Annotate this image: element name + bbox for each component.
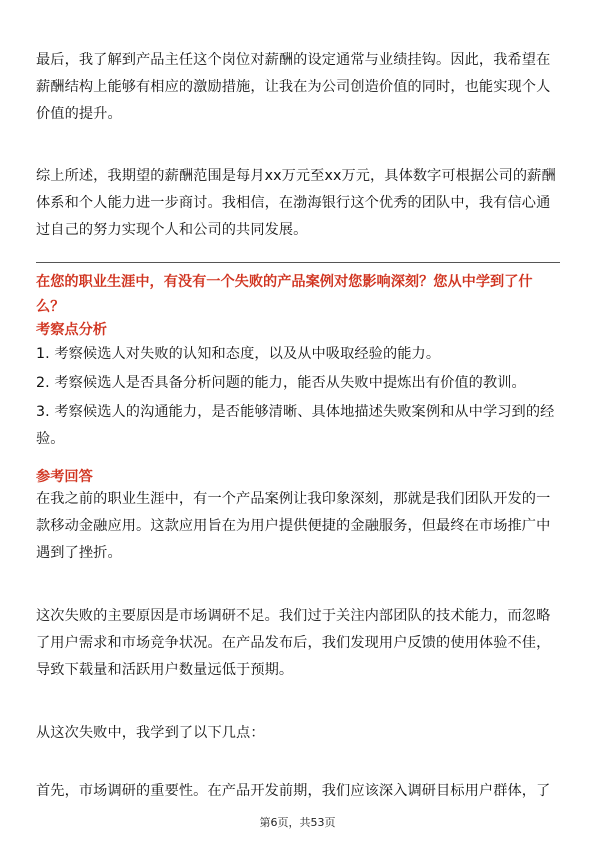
analysis-item: 3. 考察候选人的沟通能力，是否能够清晰、具体地描述失败案例和从中学习到的经验。 bbox=[36, 404, 555, 447]
analysis-heading: 考察点分析 bbox=[36, 322, 107, 338]
analysis-item: 1. 考察候选人对失败的认知和态度，以及从中吸取经验的能力。 bbox=[36, 346, 441, 362]
answer-paragraph: 从这次失败中，我学到了以下几点： bbox=[36, 725, 265, 741]
paragraph-salary-summary: 综上所述，我期望的薪酬范围是每月xx万元至xx万元，具体数字可根据公司的薪酬体系和个人能力进一步商讨。我相信，在渤海银行这个优秀的团队中，我有信心通过自己的努力实现个人和公司的共同发展。 bbox=[36, 168, 556, 238]
answer-paragraph: 首先，市场调研的重要性。在产品开发前期，我们应该深入调研目标用户群体，了 bbox=[36, 783, 551, 799]
analysis-item: 2. 考察候选人是否具备分析问题的能力，能否从失败中提炼出有价值的教训。 bbox=[36, 375, 526, 391]
interview-question: 在您的职业生涯中，有没有一个失败的产品案例对您影响深刻？您从中学到了什么？ bbox=[36, 274, 533, 315]
section-divider bbox=[36, 262, 560, 263]
page-number-footer: 第6页，共53页 bbox=[259, 816, 336, 829]
answer-paragraph: 在我之前的职业生涯中，有一个产品案例让我印象深刻，那就是我们团队开发的一款移动金融应用。这款应用旨在为用户提供便捷的金融服务，但最终在市场推广中遇到了挫折。 bbox=[36, 491, 551, 561]
answer-paragraph: 这次失败的主要原因是市场调研不足。我们过于关注内部团队的技术能力，而忽略了用户需求和市场竞争状况。在产品发布后，我们发现用户反馈的使用体验不佳，导致下载量和活跃用户数量远低于预期。 bbox=[36, 608, 551, 678]
paragraph-salary-incentive: 最后，我了解到产品主任这个岗位对薪酬的设定通常与业绩挂钩。因此，我希望在薪酬结构上能够有相应的激励措施，让我在为公司创造价值的同时，也能实现个人价值的提升。 bbox=[36, 52, 551, 122]
answer-heading: 参考回答 bbox=[36, 469, 93, 485]
